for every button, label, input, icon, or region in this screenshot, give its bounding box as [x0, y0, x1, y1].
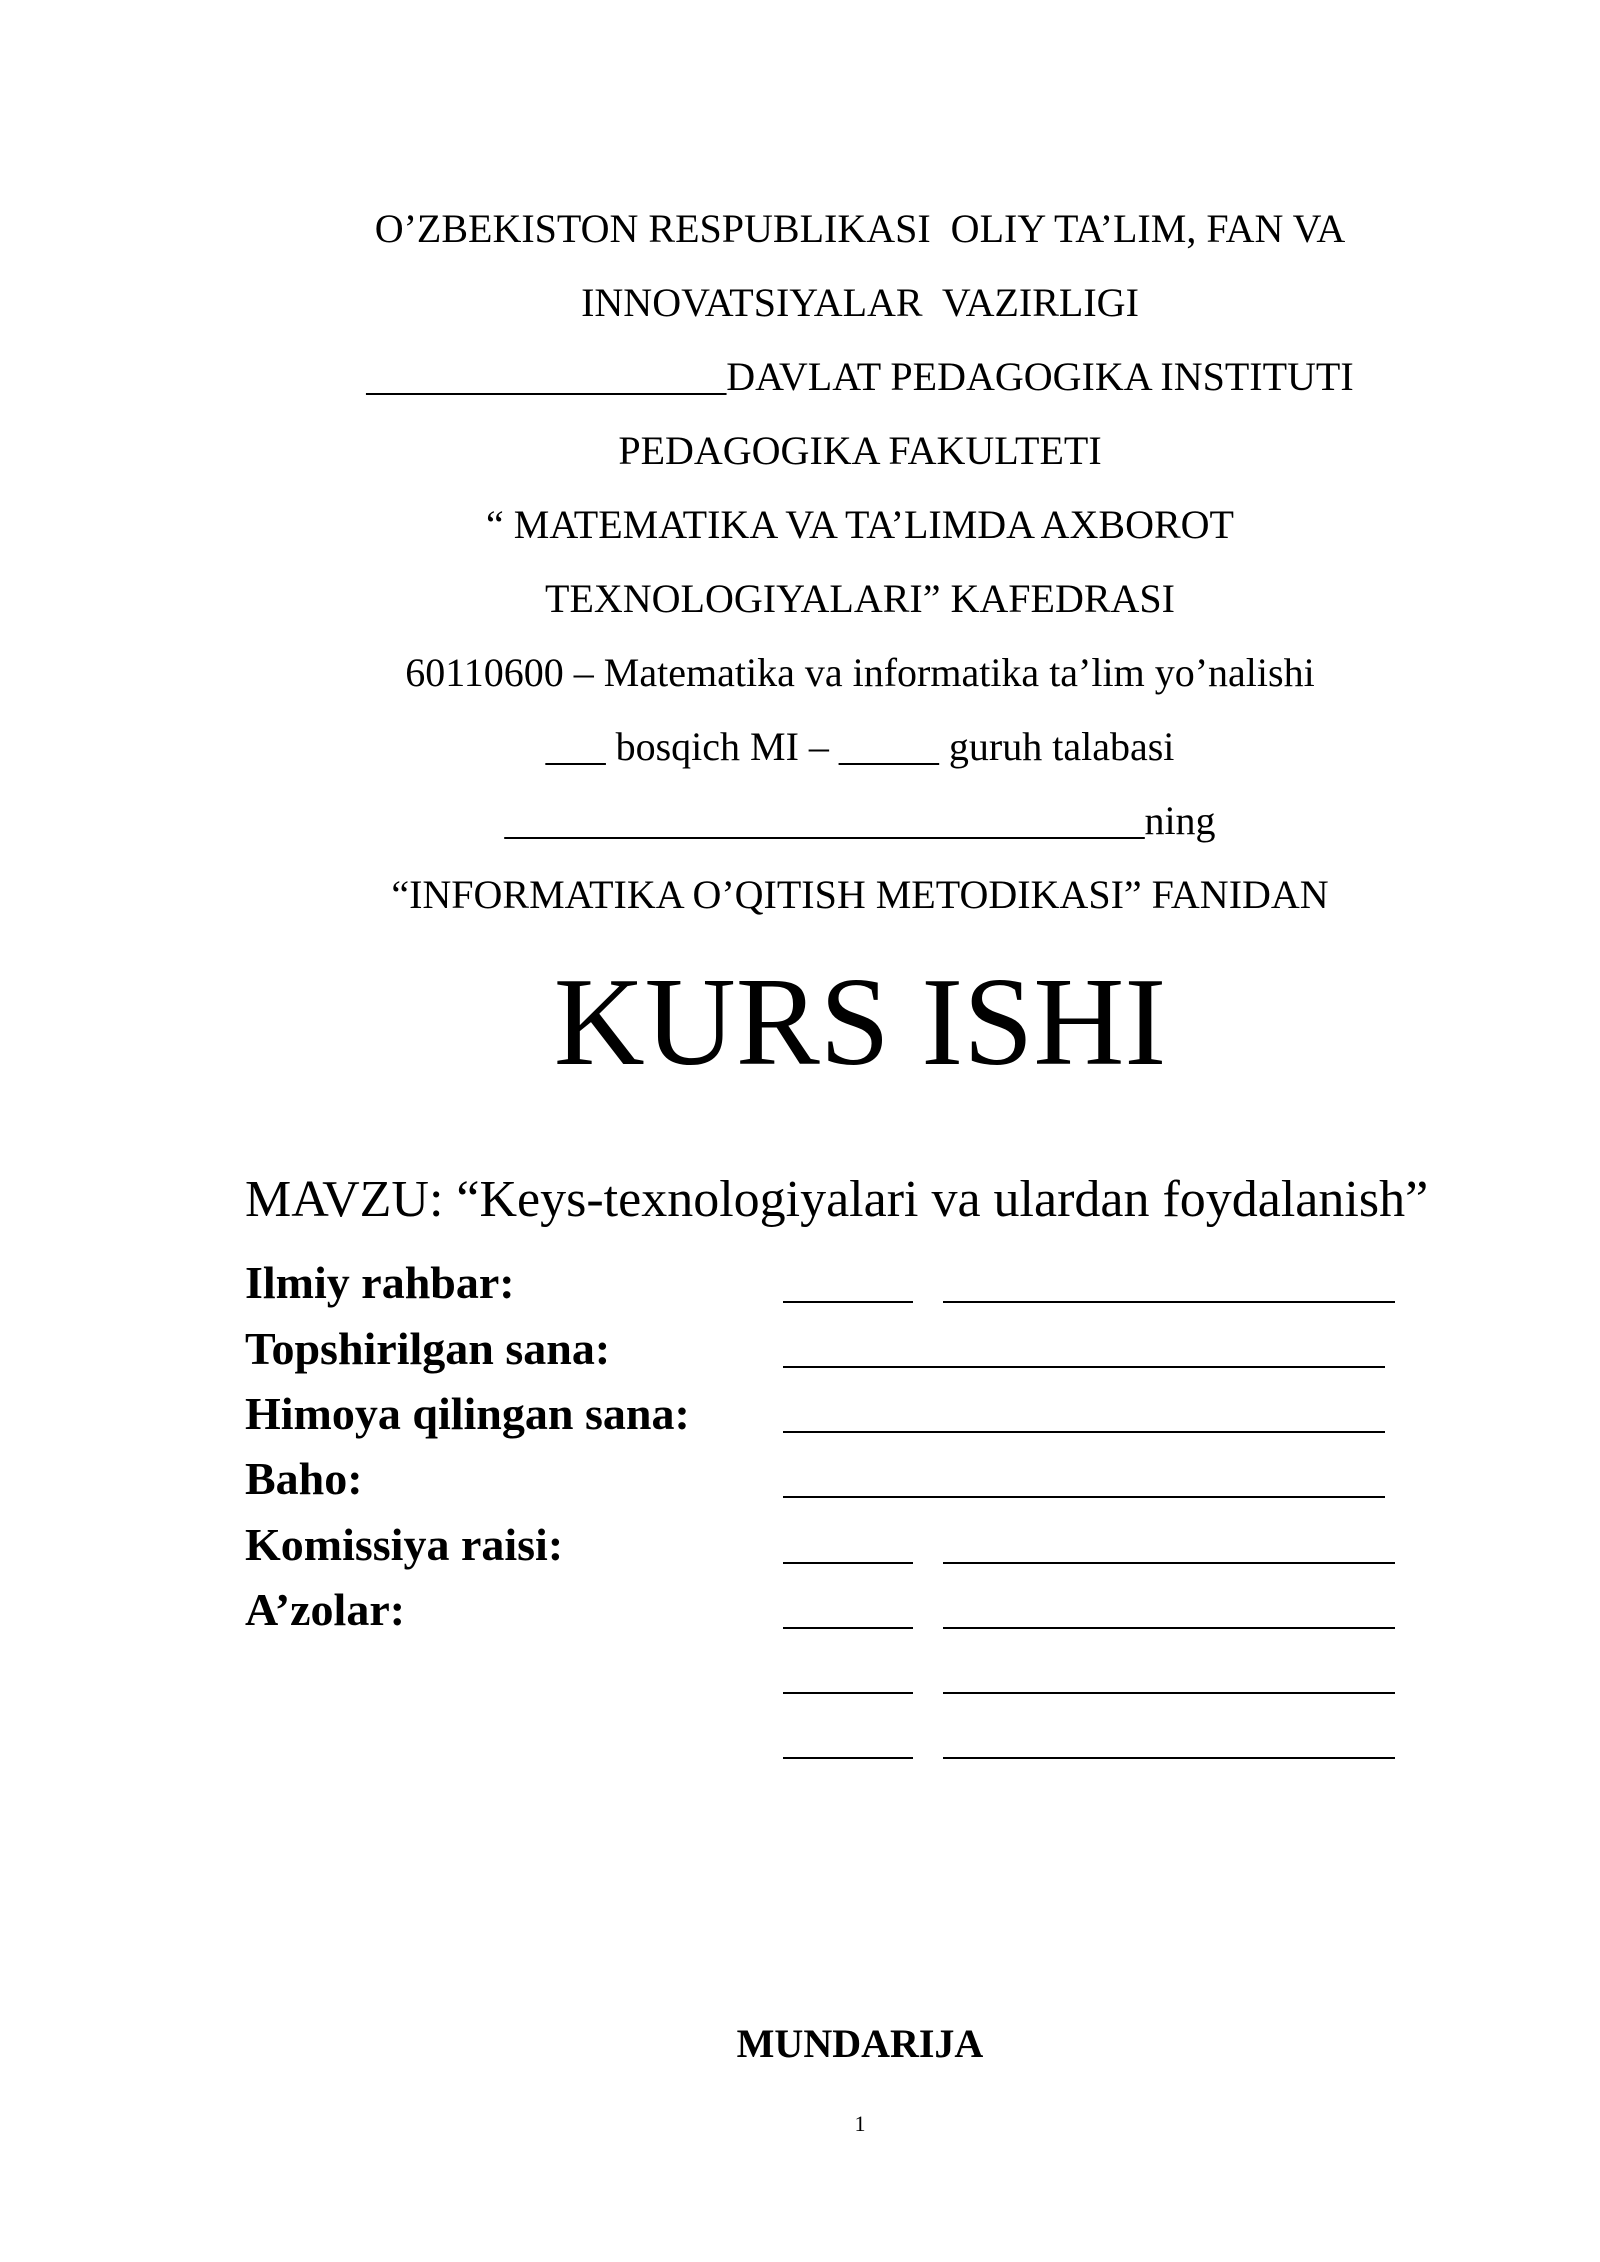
- field-label-submitted-date: Topshirilgan sana:: [245, 1323, 611, 1374]
- chair-name-line: [943, 1562, 1395, 1564]
- ministry-line-2: INNOVATSIYALAR VAZIRLIGI: [581, 280, 1139, 325]
- topic-line: MAVZU: “Keys-texnologiyalari va ulardan foydalanish”: [245, 1171, 1429, 1228]
- field-label-commission-chair: Komissiya raisi:: [245, 1519, 564, 1570]
- submitted-date-line: [783, 1366, 1385, 1368]
- member-2-name-line: [943, 1692, 1395, 1694]
- department-line-2: TEXNOLOGIYALARI” KAFEDRASI: [545, 576, 1175, 621]
- contents-heading: MUNDARIJA: [736, 2021, 984, 2066]
- document-title: KURS ISHI: [553, 953, 1167, 1092]
- student-name-line: ________________________________ning: [504, 798, 1216, 843]
- specialty-line: 60110600 – Matematika va informatika ta’lim yo’nalishi: [405, 650, 1315, 695]
- ministry-line-1: O’ZBEKISTON RESPUBLIKASI OLIY TA’LIM, FAN VA: [374, 206, 1346, 251]
- institute-line: __________________DAVLAT PEDAGOGIKA INSTITUTI: [366, 354, 1354, 399]
- member-3-name-line: [943, 1757, 1395, 1759]
- member-3-signature-line: [783, 1757, 913, 1759]
- member-1-name-line: [943, 1627, 1395, 1629]
- supervisor-name-line: [943, 1301, 1395, 1303]
- member-1-signature-line: [783, 1627, 913, 1629]
- field-label-grade: Baho:: [245, 1453, 363, 1504]
- field-label-defense-date: Himoya qilingan sana:: [245, 1388, 690, 1439]
- faculty-line: PEDAGOGIKA FAKULTETI: [618, 428, 1102, 473]
- page-number: 1: [854, 2111, 866, 2136]
- member-2-signature-line: [783, 1692, 913, 1694]
- grade-line: [783, 1496, 1385, 1498]
- department-line-1: “ MATEMATIKA VA TA’LIMDA AXBOROT: [486, 502, 1234, 547]
- group-line: ___ bosqich MI – _____ guruh talabasi: [545, 724, 1175, 769]
- field-label-members: A’zolar:: [245, 1584, 406, 1635]
- field-label-supervisor: Ilmiy rahbar:: [245, 1257, 515, 1308]
- chair-signature-line: [783, 1562, 913, 1564]
- supervisor-signature-line: [783, 1301, 913, 1303]
- subject-line: “INFORMATIKA O’QITISH METODIKASI” FANIDAN: [391, 872, 1329, 917]
- defense-date-line: [783, 1431, 1385, 1433]
